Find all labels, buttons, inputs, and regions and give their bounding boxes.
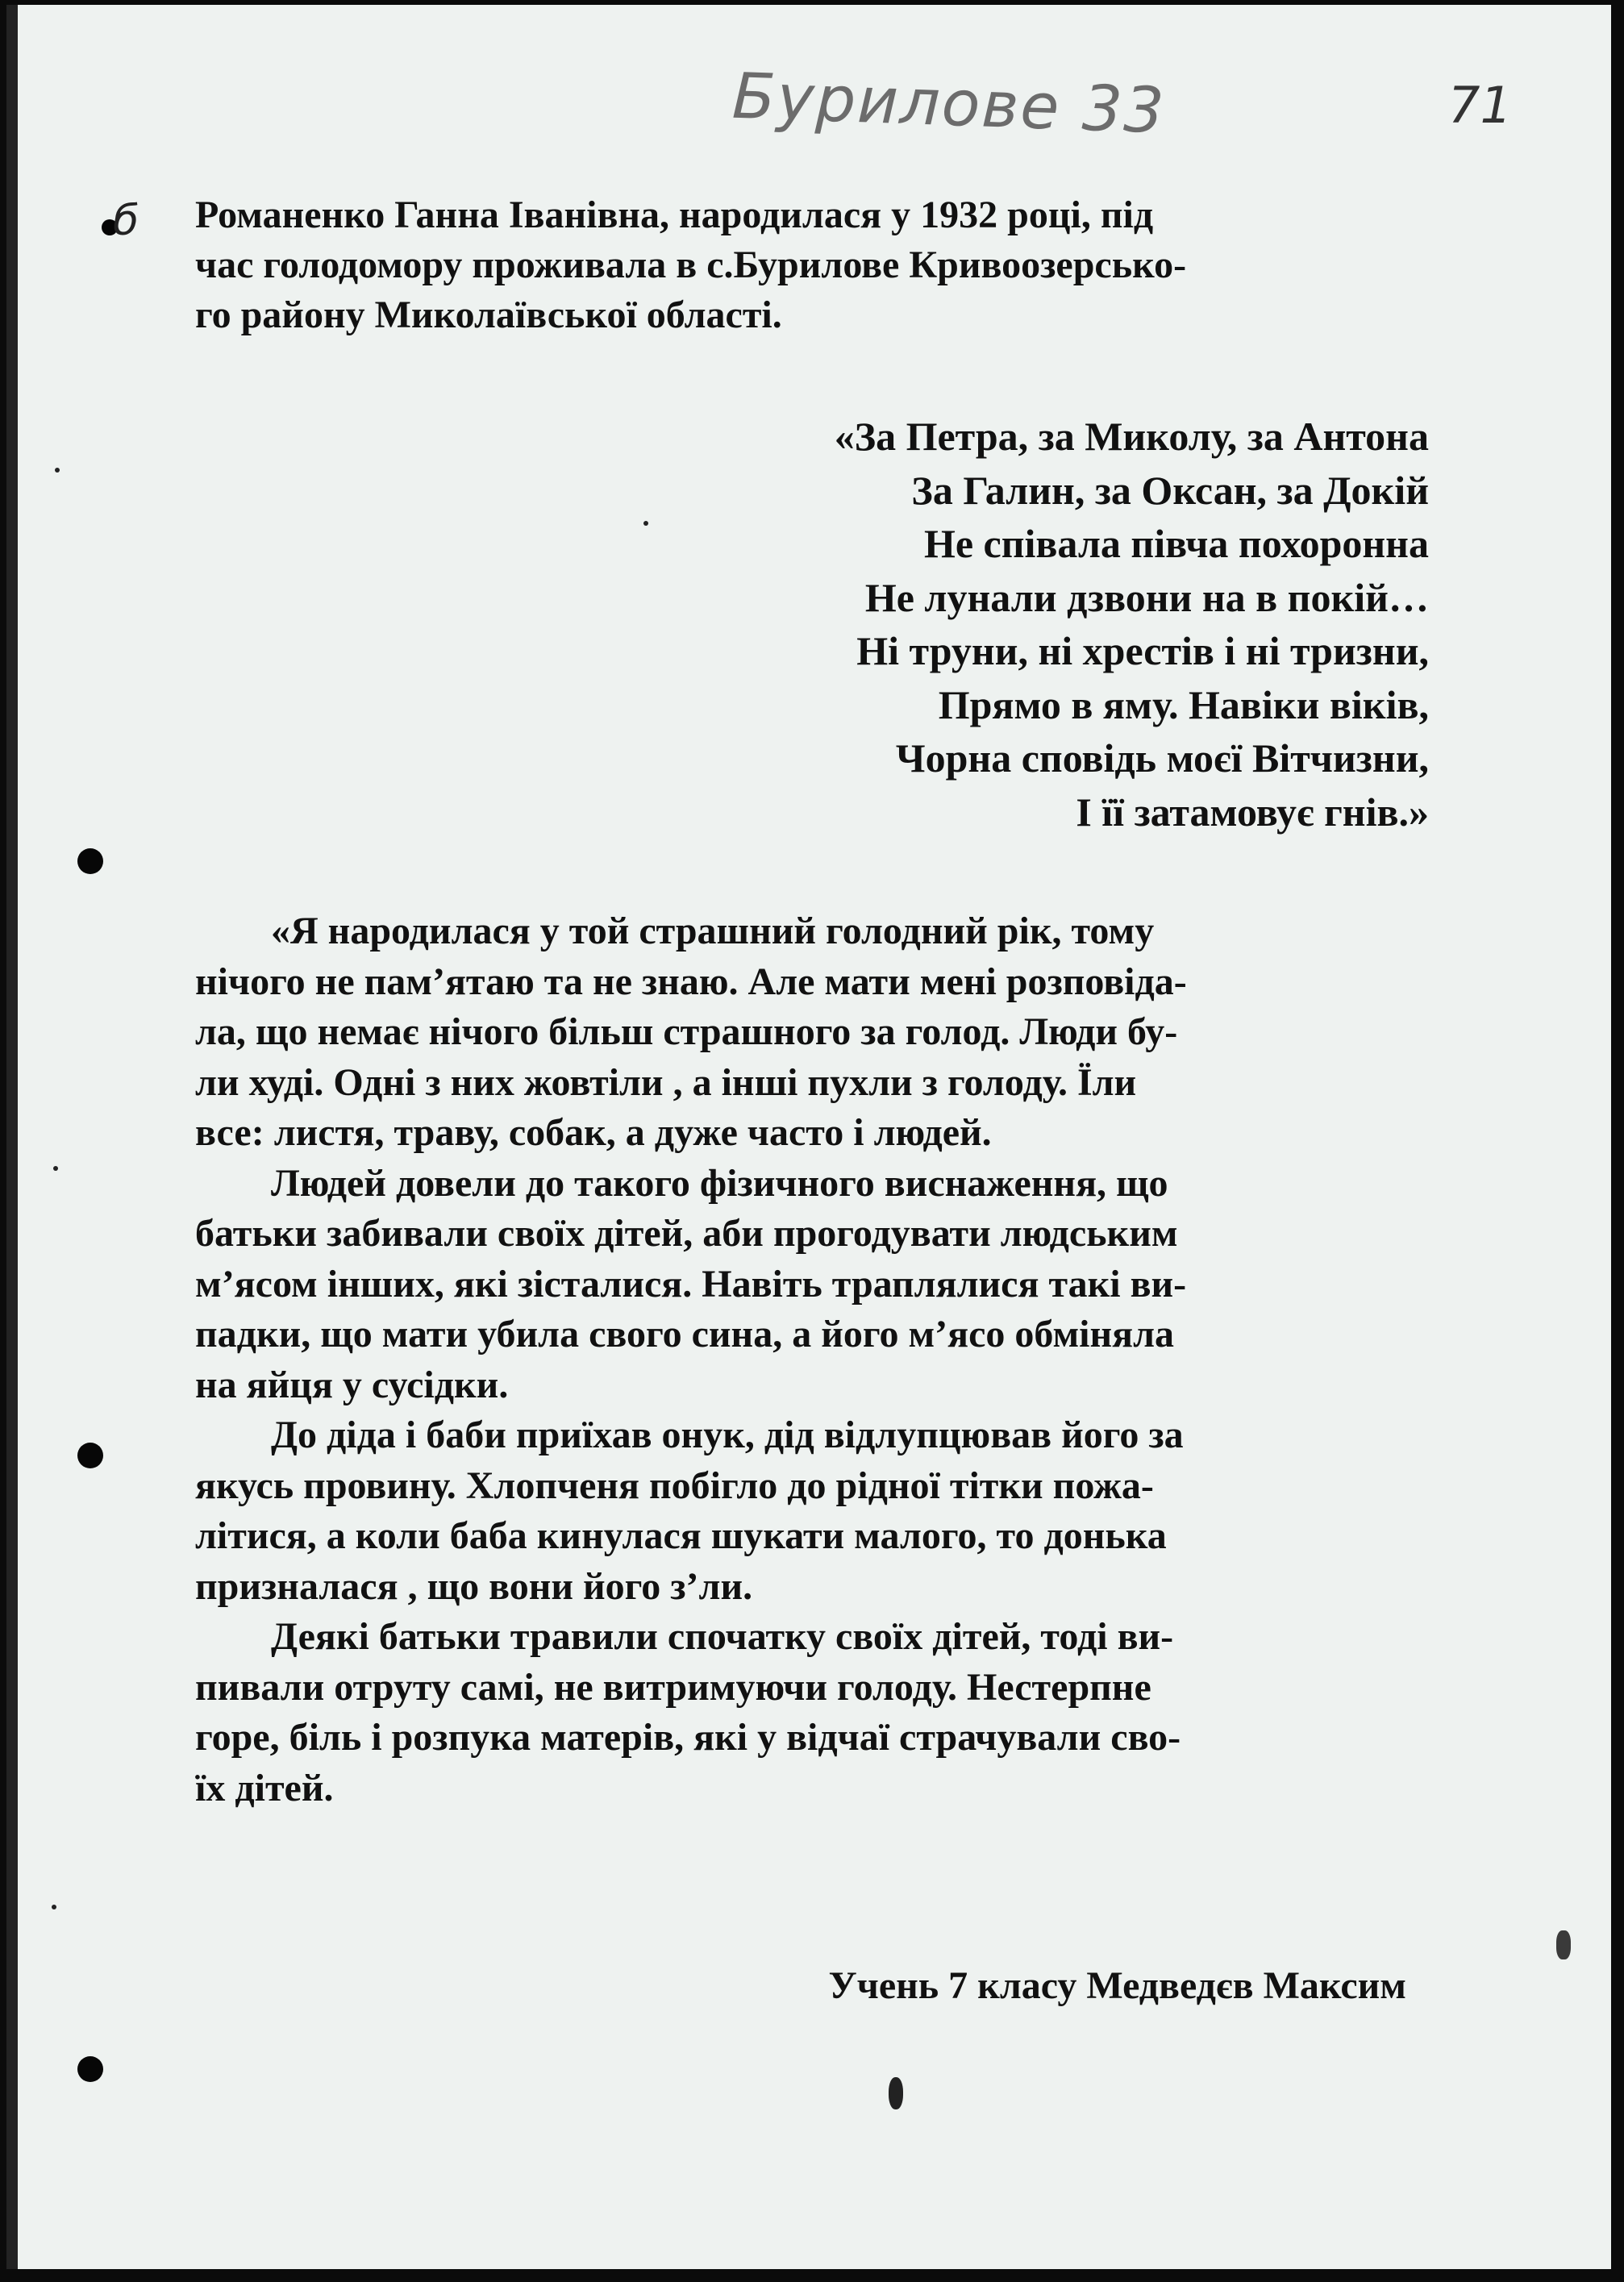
testimony-text xyxy=(195,906,1187,1814)
poem xyxy=(835,410,1429,839)
body-line: пивали отруту самі, не витримуючи голоду. Нестерпне xyxy=(195,1665,1151,1709)
poem-line: І її затамовує гнів.» xyxy=(1076,789,1429,835)
body-line: все: листя, траву, собак, а дуже часто і людей. xyxy=(195,1111,992,1154)
intro-paragraph xyxy=(195,190,1186,340)
intro-line: Романенко Ганна Іванівна, народилася у 1932 році, під xyxy=(195,194,1154,236)
punch-hole-1 xyxy=(77,848,103,874)
margin-mark: б xyxy=(113,197,139,245)
body-line: на яйця у сусідки. xyxy=(195,1363,509,1406)
scan-edge xyxy=(6,5,18,2269)
poem-line: Не лунали дзвони на в покій… xyxy=(864,574,1429,620)
body-line: якусь провину. Хлопченя побігло до рідної тітки пожа- xyxy=(195,1464,1154,1507)
scan-speck xyxy=(55,468,60,473)
document-page xyxy=(6,5,1611,2269)
scan-speck xyxy=(53,1166,58,1171)
body-line: «Я народилася у той страшний голодний рік, тому xyxy=(271,910,1155,952)
ink-smudge xyxy=(1556,1930,1571,1959)
handwritten-title: Бурилове 33 xyxy=(731,60,1167,148)
signature: Учень 7 класу Медведєв Максим xyxy=(828,1964,1406,2007)
poem-line: За Галин, за Оксан, за Докій xyxy=(911,467,1429,513)
body-line: До діда і баби приїхав онук, дід відлупцював його за xyxy=(271,1414,1184,1456)
punch-hole-3 xyxy=(77,2056,103,2082)
poem-line: Ні труни, ні хрестів і ні тризни, xyxy=(856,628,1429,673)
body-line: м’ясом інших, які зісталися. Навіть траплялися такі ви- xyxy=(195,1262,1187,1305)
body-line: батьки забивали своїх дітей, аби прогодувати людським xyxy=(195,1212,1178,1255)
body-line: їх дітей. xyxy=(195,1766,334,1809)
body-line: ли худі. Одні з них жовтіли , а інші пухли з голоду. Їли xyxy=(195,1060,1137,1104)
body-line: призналася , що вони його з’ли. xyxy=(195,1564,753,1608)
body-line: ла, що немає нічого більш страшного за голод. Люди бу- xyxy=(195,1010,1178,1053)
handwritten-page-number: 71 xyxy=(1448,76,1512,135)
ink-smudge xyxy=(889,2077,903,2109)
intro-line: го району Миколаївської області. xyxy=(195,294,782,336)
body-line: горе, біль і розпука матерів, які у відчаї страчували сво- xyxy=(195,1716,1181,1759)
poem-line: Прямо в яму. Навіки віків, xyxy=(938,681,1429,727)
punch-hole-2 xyxy=(77,1443,103,1468)
body-line: падки, що мати убила свого сина, а його м’ясо обміняла xyxy=(195,1313,1175,1355)
body-line: нічого не пам’ятаю та не знаю. Але мати мені розповіда- xyxy=(195,960,1187,1003)
body-line: літися, а коли баба кинулася шукати малого, то донька xyxy=(195,1514,1167,1557)
body-line: Людей довели до такого фізичного виснаження, що xyxy=(271,1161,1168,1205)
scan-speck xyxy=(643,521,648,526)
body-line: Деякі батьки травили спочатку своїх дітей, тоді ви- xyxy=(271,1615,1174,1658)
poem-line: Чорна сповідь моєї Вітчизни, xyxy=(895,735,1429,781)
poem-line: «За Петра, за Миколу, за Антона xyxy=(834,414,1429,459)
poem-line: Не співала півча похоронна xyxy=(923,521,1429,566)
intro-line: час голодомору проживала в с.Бурилове Кривоозерсько- xyxy=(195,244,1187,286)
scan-speck xyxy=(52,1905,56,1909)
